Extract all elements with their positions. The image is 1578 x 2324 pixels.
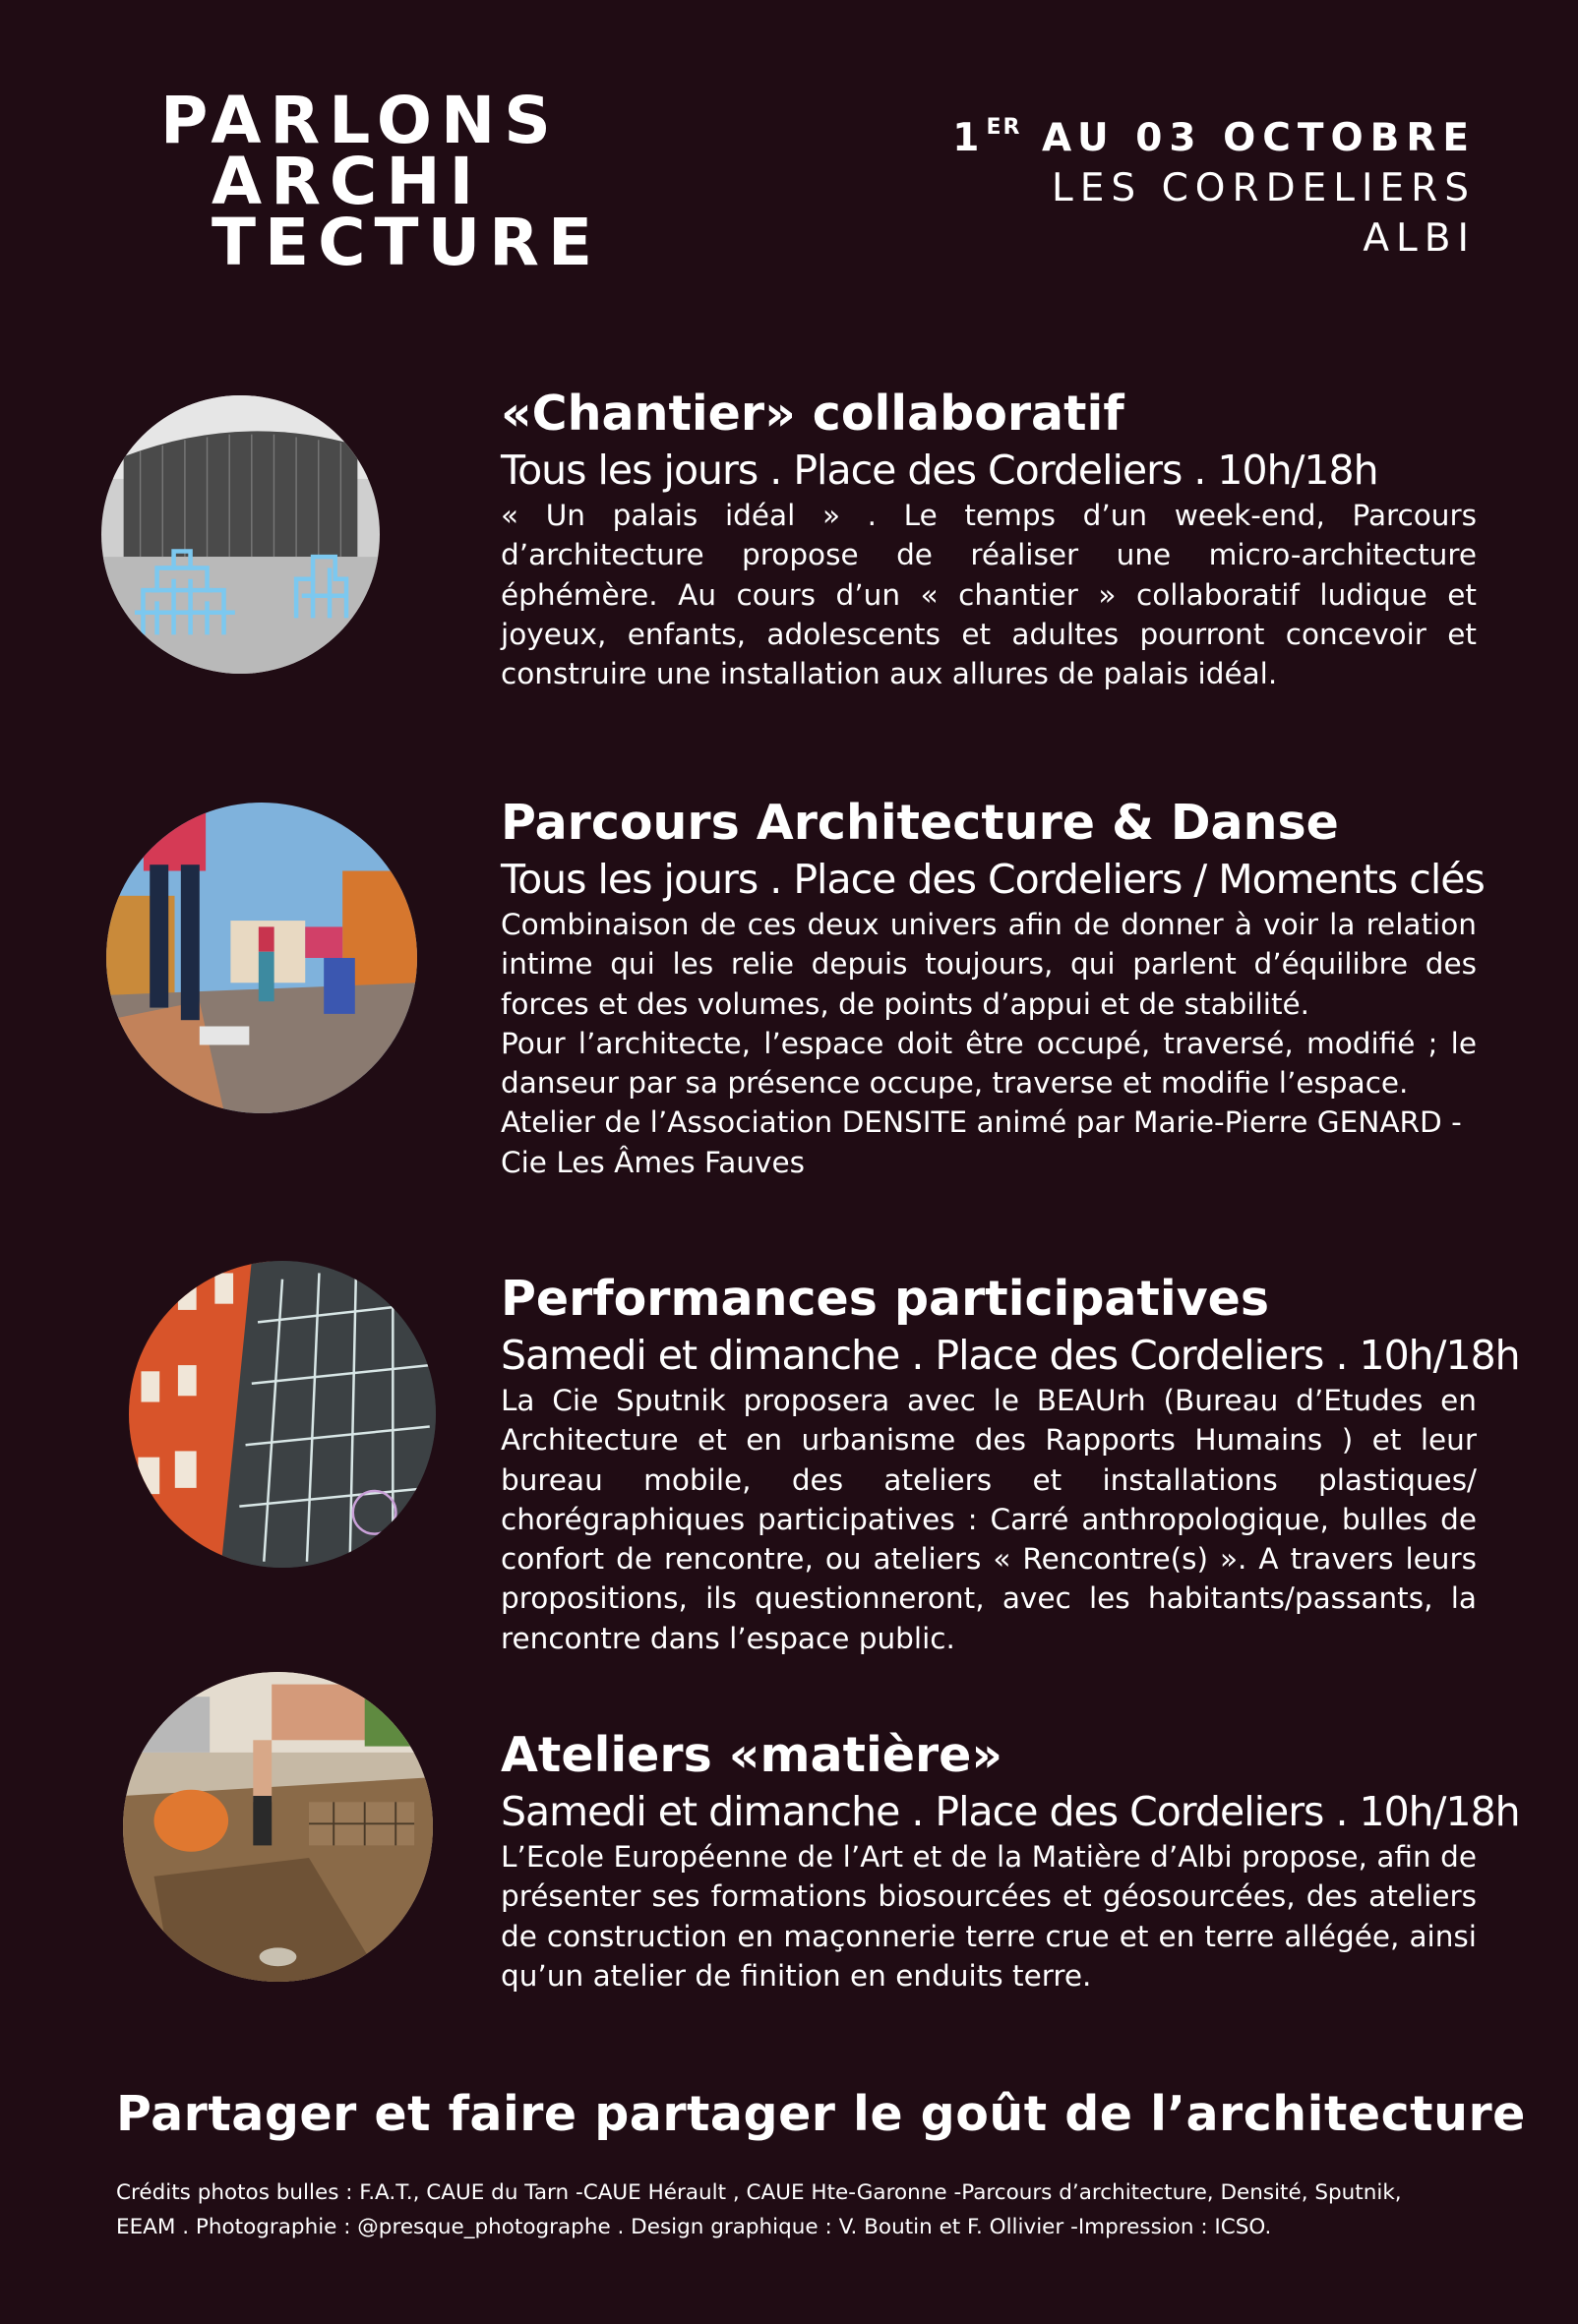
event-venue: LES CORDELIERS	[1052, 166, 1476, 210]
section-description	[501, 905, 1477, 1182]
event-logo	[160, 83, 602, 280]
section-title: Ateliers «matière»	[501, 1727, 1003, 1783]
event-date-venue	[952, 102, 1476, 264]
section-schedule: Samedi et dimanche . Place des Cordeliers . 10h/18h	[501, 1788, 1520, 1835]
section-title: Parcours Architecture & Danse	[501, 795, 1339, 851]
description-paragraph: « Un palais idéal » . Le temps d’un week-end, Parcours d’architecture propose de réaliser une micro-architecture éphémère. Au cours d’un « chantier » collaboratif ludique et joyeux, enfants, adolescents et adultes pourront concevoir et construire une installation aux allures de palais idéal.	[501, 499, 1477, 691]
photo-ateliers-matiere	[123, 1672, 433, 1982]
logo-line-3: TECTURE	[212, 205, 602, 280]
section-schedule: Tous les jours . Place des Cordeliers . 10h/18h	[501, 447, 1378, 494]
section-performances-participatives	[501, 1269, 1520, 1658]
section-title: «Chantier» collaboratif	[501, 386, 1124, 442]
photo-credits	[116, 2175, 1533, 2244]
section-description	[501, 1381, 1477, 1658]
section-description	[501, 496, 1477, 693]
section-schedule: Tous les jours . Place des Cordeliers / Moments clés	[501, 856, 1485, 903]
section-architecture-danse	[501, 793, 1485, 1182]
description-paragraph: Pour l’architecte, l’espace doit être occupé, traversé, modifié ; le danseur par sa présence occupe, traverse et modifie l’espace.	[501, 1026, 1477, 1101]
credits-line: Crédits photos bulles : F.A.T., CAUE du Tarn -CAUE Hérault , CAUE Hte-Garonne -Parcours d’architecture, Densité, Sputnik,	[116, 2180, 1402, 2205]
logo-line-1: PARLONS	[160, 83, 560, 158]
credits-line: EEAM . Photographie : @presque_photographe . Design graphique : V. Boutin et F. Ollivier -Impression : ICSO.	[116, 2215, 1272, 2239]
logo-line-2: ARCHI	[212, 144, 483, 219]
section-title: Performances participatives	[501, 1271, 1270, 1327]
description-paragraph: Atelier de l’Association DENSITE animé par Marie-Pierre GENARD - Cie Les Âmes Fauves	[501, 1105, 1462, 1179]
tagline: Partager et faire partager le goût de l’architecture	[116, 2086, 1526, 2142]
event-dates: 1ER AU 03 OCTOBRE	[952, 115, 1476, 160]
section-description	[501, 1837, 1477, 1996]
photo-chantier-collaboratif	[101, 395, 380, 674]
event-city: ALBI	[1363, 216, 1476, 261]
section-ateliers-matiere	[501, 1725, 1520, 1996]
section-chantier-collaboratif	[501, 384, 1477, 693]
description-paragraph: L’Ecole Européenne de l’Art et de la Matière d’Albi propose, afin de présenter ses formations biosourcées et géosourcées, des ateliers de construction en maçonnerie terre crue et en terre allégée, ainsi qu’un atelier de finition en enduits terre.	[501, 1840, 1477, 1993]
photo-performances-participatives	[129, 1261, 436, 1568]
section-schedule: Samedi et dimanche . Place des Cordeliers . 10h/18h	[501, 1332, 1520, 1379]
description-paragraph: La Cie Sputnik proposera avec le BEAUrh (Bureau d’Etudes en Architecture et en urbanisme des Rapports Humains ) et leur bureau mobile, des ateliers et installations plastiques/ chorégraphiques participatives : Carré anthropologique, bulles de confort de rencontre, ou ateliers « Rencontre(s) ». A travers leurs propositions, ils questionneront, avec les habitants/passants, la rencontre dans l’espace public.	[501, 1384, 1477, 1655]
description-paragraph: Combinaison de ces deux univers afin de donner à voir la relation intime qui les relie depuis toujours, qui parlent d’équilibre des forces et des volumes, de points d’appui et de stabilité.	[501, 908, 1477, 1021]
photo-architecture-danse	[106, 803, 417, 1113]
